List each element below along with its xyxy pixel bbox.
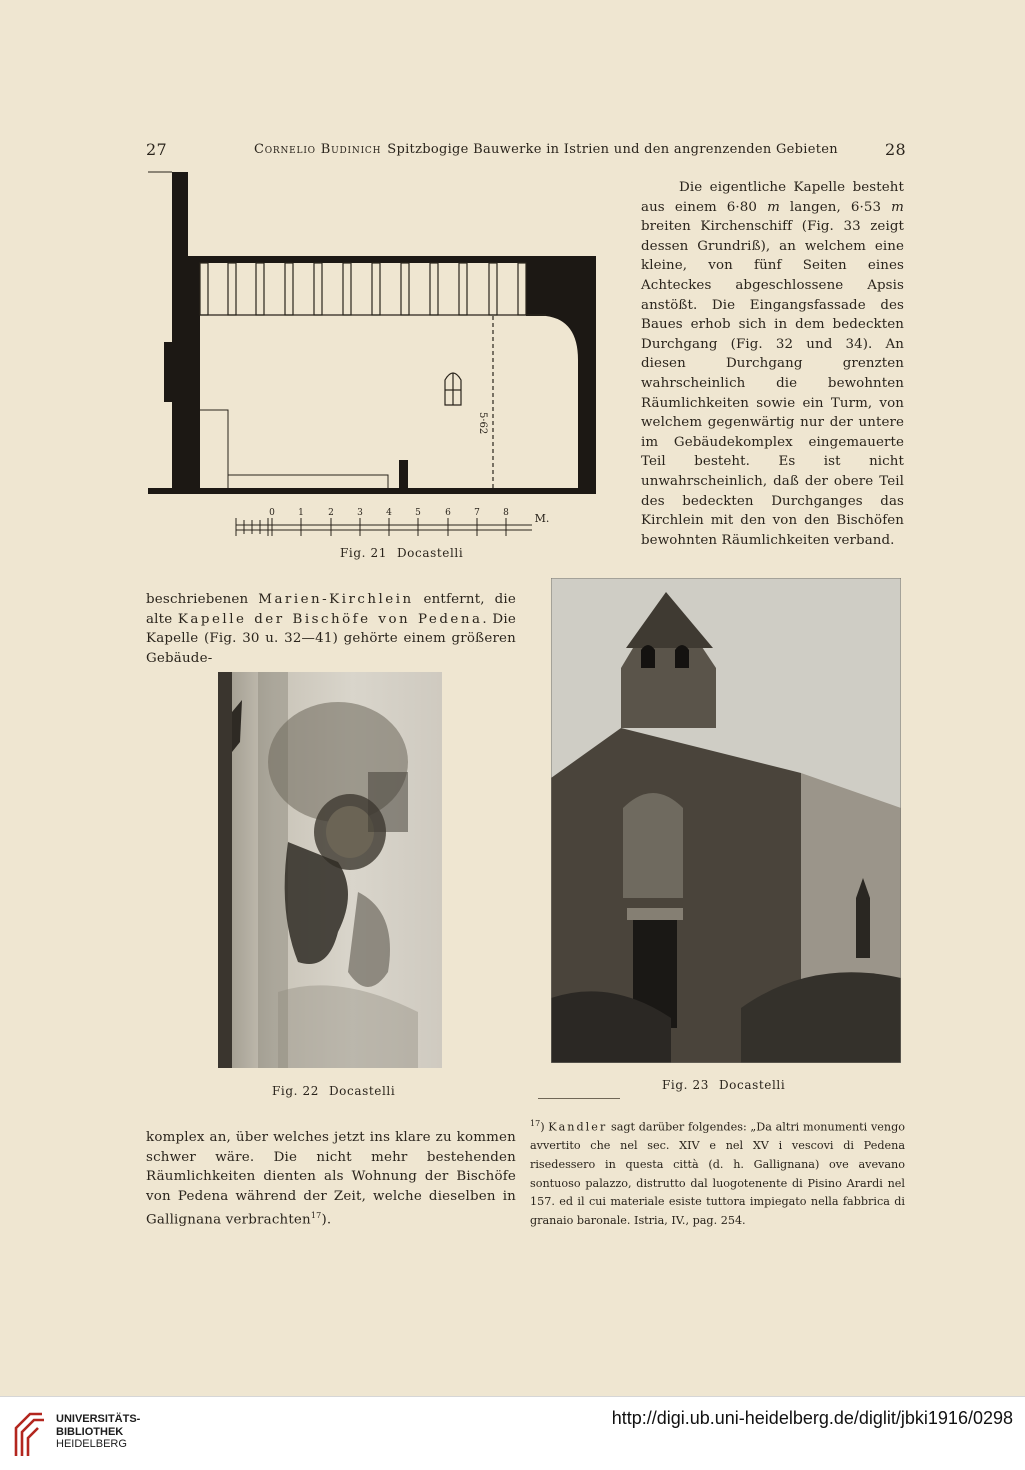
fig22-photo (218, 672, 442, 1068)
fig21-caption-place: Docastelli (396, 546, 464, 560)
fig23-church-image (551, 578, 901, 1063)
right-column-paragraph (641, 178, 904, 550)
footnote-author: Kandler (548, 1120, 608, 1134)
permalink-url[interactable]: http://digi.ub.uni-heidelberg.de/diglit/jbki1916/0298 (611, 1408, 1013, 1428)
library-name (56, 1413, 140, 1451)
text-run-spaced: Kapelle der Bischöfe von Pedena (177, 611, 483, 627)
fig22-caption-number: Fig. 22 (272, 1084, 319, 1098)
footnote-text: sagt darüber folgendes: „Da altri monumenti vengo avvertito che nel sec. XIV e nel XV i vescovi di Pedena risedessero in questa città (d. h. Gallignana) ove avevano sontuoso palazzo, distrutto dal luogotenente di Pisino Arardi nel 157. ed il cui materiale esiste tuttora impiegato nella fabbrica di granaio baronale. Istria, IV., pag. 254. (530, 1120, 905, 1227)
unit-m: m (891, 199, 904, 215)
fig23-caption-number: Fig. 23 (662, 1078, 709, 1092)
fig21-roof-beam (188, 256, 596, 263)
fig21-height-label: 5·62 (477, 412, 488, 435)
fig21-scale-7: 7 (474, 508, 480, 518)
fig21-nave-left-wall (188, 256, 200, 490)
text-run: beschriebenen (146, 592, 259, 607)
text-run: komplex an, über welches jetzt ins klare zu kommen schwer wäre. Die nicht mehr bestehenden Räumlichkeiten dienten als Wohnung der Bischöfe von Pedena während der Zeit, welche dieselben in Gallignana verbrachten (146, 1130, 516, 1228)
text-run-spaced: Marien-Kirchlein (258, 592, 414, 607)
library-name-line-3: HEIDELBERG (56, 1438, 127, 1450)
text-run: Die eigentliche Kapelle besteht aus einem 6·80 (641, 180, 904, 215)
header-title-line (254, 142, 838, 157)
unit-m: m (767, 199, 780, 215)
fig21-caption-number: Fig. 21 (340, 546, 387, 560)
fig21-scale-1: 1 (298, 508, 304, 518)
library-logo-icon[interactable] (10, 1408, 48, 1460)
left-paragraph-2 (146, 1128, 516, 1230)
fig21-caption (340, 546, 463, 560)
footnote-divider (538, 1098, 620, 1099)
header-author: Cornelio Budinich (254, 142, 382, 157)
library-name-line-1: UNIVERSITÄTS- (56, 1413, 141, 1425)
fig21-rafters (200, 263, 526, 315)
text-run: ). (321, 1212, 332, 1228)
library-name-line-2: BIBLIOTHEK (56, 1425, 124, 1438)
fig23-photo (551, 578, 901, 1063)
footnote-number: 17 (530, 1119, 541, 1128)
footnote-number-paren: ) (540, 1120, 545, 1134)
fig21-apse-wall (526, 263, 596, 490)
fig21-scale-6: 6 (445, 508, 451, 518)
left-paragraph-1 (146, 590, 516, 668)
fig21-scale-bar (236, 518, 532, 536)
fig21-scale-4: 4 (386, 508, 392, 518)
fig21-scale-3: 3 (357, 508, 363, 518)
footnote-ref: 17 (310, 1211, 322, 1221)
text-run: . Die Kapelle (Fig. 30 u. 32—41) gehörte einem größeren Gebäude- (146, 611, 516, 666)
fig21-scale-unit: M. (534, 512, 550, 525)
page-number-right: 28 (885, 140, 906, 159)
text-run: breiten Kirchenschiff (Fig. 33 zeigt dessen Grundriß), an welchem eine kleine, von fünf Seiten eines Achteckes abgeschlossene Apsis anstößt. Die Eingangsfassade des Baues erhob sich in dem bedeckten Durchgang (Fig. 32 und 34). An diesen Durchgang grenzten wahrscheinlich die bewohnten Räumlichkeiten sowie ein Turm, von welchem gegenwärtig nur der untere im Gebäudekomplex eingemauerte Teil besteht. Es ist nicht unwahrscheinlich, daß der obere Teil des bedeckten Durchganges das Kirchlein mit den von den Bischöfen bewohnten Räumlichkeiten verband. (641, 219, 904, 548)
fig21-altar-post (399, 460, 408, 490)
fig23-caption-place: Docastelli (718, 1078, 786, 1092)
text-run: entfernt, die alte (146, 592, 516, 627)
fig23-caption (662, 1078, 785, 1092)
text-run: langen, 6·53 (779, 199, 892, 215)
fig21-section-drawing (148, 170, 598, 540)
fig21-scale-0: 0 (269, 508, 275, 518)
fig22-caption (272, 1084, 395, 1098)
footnote-17 (530, 1115, 905, 1230)
fig22-fresco-image (218, 672, 442, 1068)
header-title: Spitzbogige Bauwerke in Istrien und den angrenzenden Gebieten (387, 142, 838, 157)
fig21-tower (172, 172, 188, 490)
fig21-scale-8: 8 (503, 508, 509, 518)
fig21-tower-buttress (164, 342, 176, 402)
fig22-caption-place: Docastelli (328, 1084, 396, 1098)
running-header (146, 140, 906, 160)
fig21-scale-2: 2 (328, 508, 334, 518)
fig21-scale-5: 5 (415, 508, 421, 518)
right-column-text (641, 178, 904, 550)
digitization-footer (0, 1396, 1025, 1470)
page-number-left: 27 (146, 140, 167, 159)
fig21-floor (148, 488, 596, 494)
